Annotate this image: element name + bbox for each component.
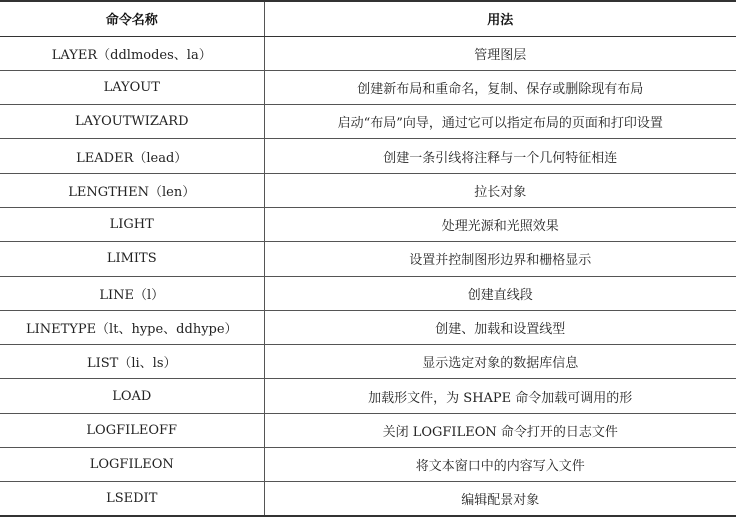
- table-row: [0, 36, 736, 70]
- table-row: [0, 70, 736, 104]
- usage-cell: 创建直线段: [264, 276, 736, 310]
- command-cell: LEADER（lead）: [0, 139, 264, 173]
- command-cell: LAYOUTWIZARD: [0, 105, 264, 139]
- usage-cell: 关闭 LOGFILEON 命令打开的日志文件: [264, 413, 736, 447]
- table-row: [0, 173, 736, 207]
- usage-cell: 创建一条引线将注释与一个几何特征相连: [264, 139, 736, 173]
- command-cell: LINE（l）: [0, 276, 264, 310]
- table-row: [0, 105, 736, 139]
- command-cell: LOAD: [0, 379, 264, 413]
- usage-cell: 加载形文件，为 SHAPE 命令加载可调用的形: [264, 379, 736, 413]
- table-row: [0, 207, 736, 241]
- command-cell: LOGFILEON: [0, 448, 264, 482]
- table-row: [0, 482, 736, 516]
- table-row: [0, 242, 736, 276]
- usage-cell: 设置并控制图形边界和栅格显示: [264, 242, 736, 276]
- header-usage: 用法: [264, 1, 736, 36]
- command-cell: LINETYPE（lt、hype、ddhype）: [0, 310, 264, 344]
- table-row: [0, 310, 736, 344]
- command-cell: LAYOUT: [0, 70, 264, 104]
- command-cell: LOGFILEOFF: [0, 413, 264, 447]
- usage-cell: 编辑配景对象: [264, 482, 736, 516]
- table-row: [0, 139, 736, 173]
- table-row: [0, 448, 736, 482]
- usage-cell: 将文本窗口中的内容写入文件: [264, 448, 736, 482]
- command-cell: LIGHT: [0, 207, 264, 241]
- table-row: [0, 379, 736, 413]
- table-row: [0, 413, 736, 447]
- command-cell: LENGTHEN（len）: [0, 173, 264, 207]
- command-cell: LIMITS: [0, 242, 264, 276]
- table-row: [0, 276, 736, 310]
- command-cell: LSEDIT: [0, 482, 264, 516]
- usage-cell: 显示选定对象的数据库信息: [264, 345, 736, 379]
- usage-cell: 管理图层: [264, 36, 736, 70]
- table-header-row: [0, 1, 736, 36]
- header-command-name: 命令名称: [0, 1, 264, 36]
- usage-cell: 创建新布局和重命名，复制、保存或删除现有布局: [264, 70, 736, 104]
- usage-cell: 拉长对象: [264, 173, 736, 207]
- command-cell: LIST（li、ls）: [0, 345, 264, 379]
- usage-cell: 处理光源和光照效果: [264, 207, 736, 241]
- usage-cell: 创建、加载和设置线型: [264, 310, 736, 344]
- table-row: [0, 345, 736, 379]
- command-cell: LAYER（ddlmodes、la）: [0, 36, 264, 70]
- usage-cell: 启动“布局”向导，通过它可以指定布局的页面和打印设置: [264, 105, 736, 139]
